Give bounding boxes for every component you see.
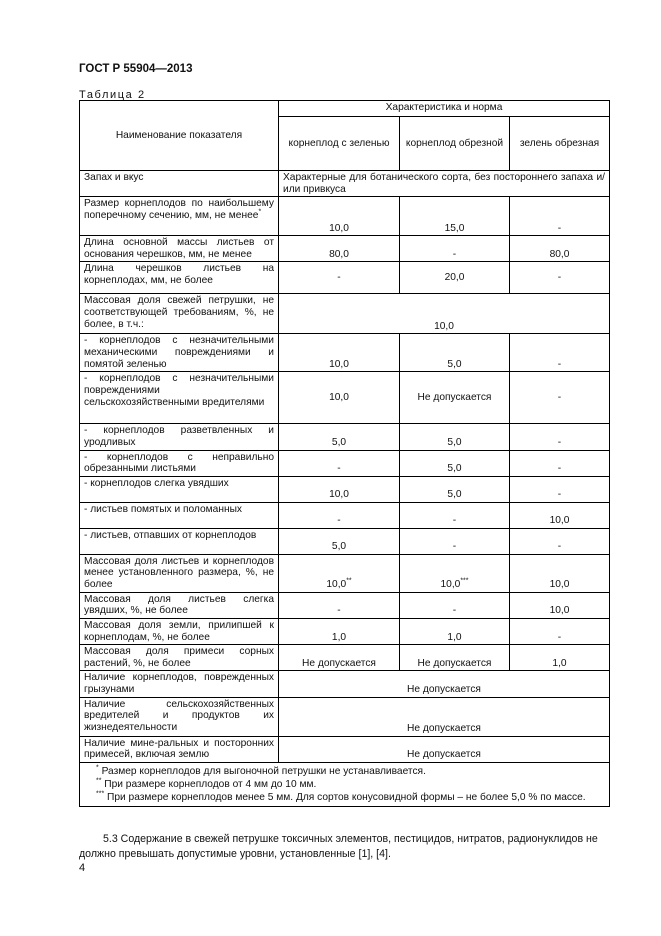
cell-value: 10,0***: [400, 554, 510, 592]
table-row: [80, 450, 610, 476]
table-row: [80, 618, 610, 644]
table-row: [80, 476, 610, 502]
row-label: - листьев помятых и поломанных: [80, 502, 279, 528]
cell-value: 80,0: [510, 236, 610, 262]
row-label: Массовая доля земли, прилипшей к корнеплодам, %, не более: [80, 618, 279, 644]
row-label: Наличие сельскохозяйственных вредителей и продуктов их жизнедеятельности: [80, 697, 279, 736]
cell-value: -: [400, 502, 510, 528]
row-label: Массовая доля примеси сорных растений, %, не более: [80, 645, 279, 671]
header-row: [80, 101, 610, 117]
table-row: [80, 736, 610, 762]
footnote-mark: ***: [460, 577, 469, 585]
row-label: Размер корнеплодов по наибольшему поперечному сечению, мм, не менее*: [80, 197, 279, 236]
cell-value: 1,0: [510, 645, 610, 671]
table-row: [80, 592, 610, 618]
cell-value: Не допускается: [400, 645, 510, 671]
cell-value: -: [400, 236, 510, 262]
table-row: [80, 502, 610, 528]
cell-value: -: [510, 424, 610, 450]
row-label: - корнеплодов разветвленных и уродливых: [80, 424, 279, 450]
cell-value: -: [510, 476, 610, 502]
row-label: Длина основной массы листьев от основания черешков, мм, не менее: [80, 236, 279, 262]
cell-value: -: [510, 334, 610, 372]
footnote-3: *** При размере корнеплодов менее 5 мм. Для сортов конусовидной формы – не более 5,0 % по массе.: [96, 790, 586, 803]
table-row: [80, 372, 610, 424]
cell-value: 5,0: [400, 450, 510, 476]
row-label: - корнеплодов с незначительными повреждениями сельскохозяйственными вредителями: [80, 372, 279, 424]
table-row: [80, 236, 610, 262]
table-row: [80, 294, 610, 334]
cell-value: 5,0: [279, 528, 400, 554]
row-label: Массовая доля свежей петрушки, не соответствующей требованиям, %, не более, в т.ч.:: [80, 294, 279, 334]
cell-value: -: [510, 197, 610, 236]
cell-value: 10,0: [279, 197, 400, 236]
document-id: ГОСТ Р 55904—2013: [79, 63, 193, 75]
table-row: [80, 697, 610, 736]
cell-value: -: [510, 528, 610, 554]
row-value: Не допускается: [279, 736, 610, 762]
table-row: [80, 645, 610, 671]
header-col1: корнеплод с зеленью: [279, 117, 400, 171]
row-label: - листьев, отпавших от корнеплодов: [80, 528, 279, 554]
cell-value: 10,0: [510, 554, 610, 592]
cell-value: -: [279, 262, 400, 294]
cell-value: 10,0: [279, 334, 400, 372]
cell-value: 10,0: [279, 372, 400, 424]
table-row: [80, 671, 610, 697]
row-value: 10,0: [279, 294, 610, 334]
page-number: 4: [79, 862, 86, 874]
notes-row: [80, 762, 610, 806]
row-label: Наличие корнеплодов, поврежденных грызунами: [80, 671, 279, 697]
cell-value: 10,0: [279, 476, 400, 502]
table-row: [80, 171, 610, 197]
cell-value: -: [510, 618, 610, 644]
cell-value: -: [279, 502, 400, 528]
cell-value: -: [279, 450, 400, 476]
cell-value: 5,0: [400, 424, 510, 450]
cell-value: Не допускается: [400, 372, 510, 424]
header-col2: корнеплод обрезной: [400, 117, 510, 171]
table-row: [80, 197, 610, 236]
cell-value: 1,0: [279, 618, 400, 644]
header-col3: зелень обрезная: [510, 117, 610, 171]
cell-value: 15,0: [400, 197, 510, 236]
footnote-1: * Размер корнеплодов для выгоночной петрушки не устанавливается.: [96, 764, 426, 777]
row-label: - корнеплодов с незначительными механическими повреждениями и помятой зеленью: [80, 334, 279, 372]
cell-value: -: [510, 450, 610, 476]
row-label: - корнеплодов с неправильно обрезанными листьями: [80, 450, 279, 476]
table-notes: [80, 762, 610, 806]
table-row: [80, 528, 610, 554]
cell-value: -: [279, 592, 400, 618]
row-label: Длина черешков листьев на корнеплодах, мм, не более: [80, 262, 279, 294]
footnote-2: ** При размере корнеплодов от 4 мм до 10 мм.: [96, 777, 317, 790]
cell-value: 5,0: [279, 424, 400, 450]
row-label: Запах и вкус: [80, 171, 279, 197]
table-row: [80, 554, 610, 592]
cell-value: -: [400, 528, 510, 554]
cell-value: 1,0: [400, 618, 510, 644]
table-caption: Таблица 2: [79, 89, 146, 101]
cell-value: Не допускается: [279, 645, 400, 671]
cell-value: -: [510, 372, 610, 424]
quality-table: [79, 100, 610, 807]
row-label: Массовая доля листьев слегка увядших, %, не более: [80, 592, 279, 618]
table-row: [80, 424, 610, 450]
table-row: [80, 262, 610, 294]
cell-value: 5,0: [400, 334, 510, 372]
cell-value: -: [400, 592, 510, 618]
cell-value: 10,0: [510, 502, 610, 528]
cell-value: 5,0: [400, 476, 510, 502]
footnote-mark: *: [258, 208, 262, 216]
footnote-mark: **: [346, 577, 352, 585]
row-label: - корнеплодов слегка увядших: [80, 476, 279, 502]
row-value: Не допускается: [279, 697, 610, 736]
cell-value: 10,0: [510, 592, 610, 618]
row-value: Не допускается: [279, 671, 610, 697]
header-indicator: Наименование показателя: [80, 101, 279, 171]
row-value: Характерные для ботанического сорта, без постороннего запаха и/или привкуса: [279, 171, 610, 197]
cell-value: 10,0**: [279, 554, 400, 592]
table-row: [80, 334, 610, 372]
cell-value: 80,0: [279, 236, 400, 262]
row-label: Массовая доля листьев и корнеплодов менее установленного размера, %, не более: [80, 554, 279, 592]
header-characteristic: Характеристика и норма: [279, 101, 610, 117]
paragraph-5-3: 5.3 Содержание в свежей петрушке токсичных элементов, пестицидов, нитратов, радионуклидов не должно превышать допустимые уровни, установленные [1], [4].: [79, 833, 598, 860]
row-label: Наличие мине-ральных и посторонних примесей, включая землю: [80, 736, 279, 762]
cell-value: 20,0: [400, 262, 510, 294]
cell-value: -: [510, 262, 610, 294]
